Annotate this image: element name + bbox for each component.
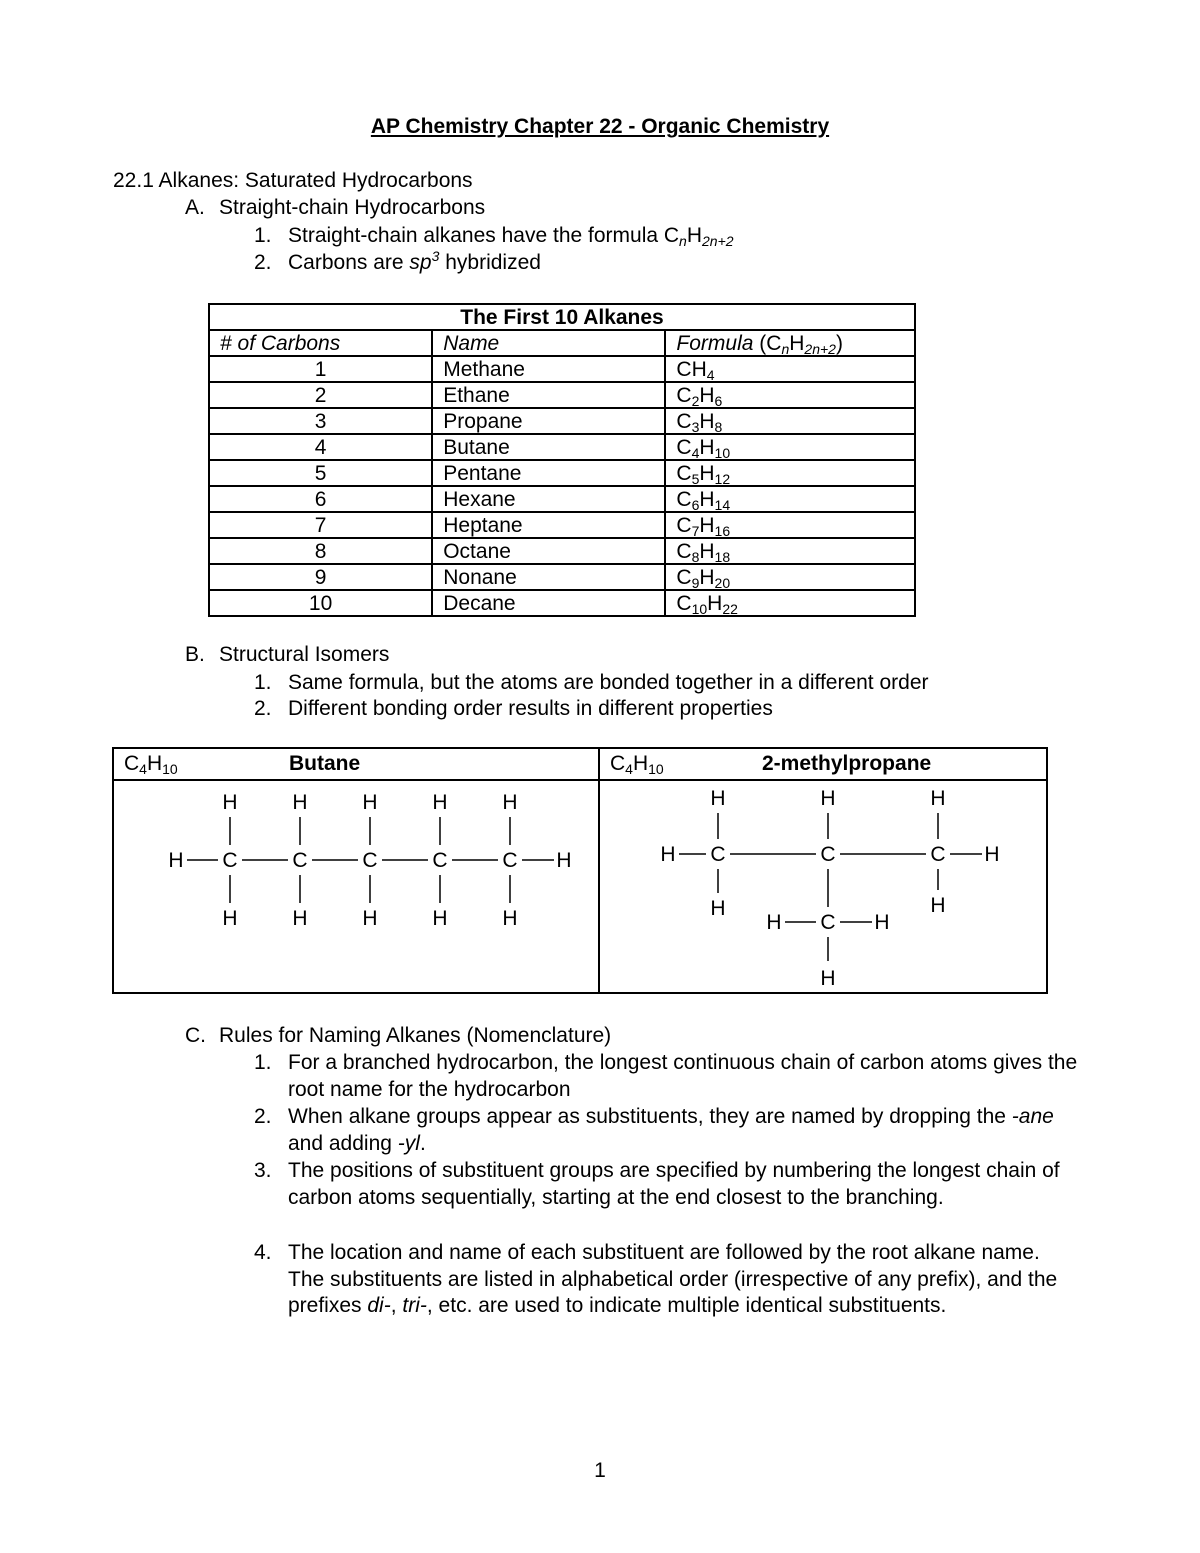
item-number: 1. (254, 671, 272, 694)
part-b-item-1 (254, 670, 929, 696)
cell-name: Heptane (432, 512, 665, 538)
formula-h: H (686, 224, 703, 247)
part-b-title: Structural Isomers (219, 643, 390, 666)
hydrogen-atom: H (984, 843, 1000, 866)
carbon-atom: C (432, 849, 448, 872)
part-c-heading (185, 1023, 611, 1049)
cell-formula: $CH_4$ (665, 356, 915, 382)
formula-subscript: n (781, 340, 790, 357)
hydrogen-atom: H (292, 791, 308, 814)
butane-formula: $C_4H_{10}$ (124, 752, 178, 777)
part-a-letter: A. (185, 196, 205, 219)
carbon-atom: C (292, 849, 308, 872)
part-c-item-3-number: 3. (254, 1159, 272, 1182)
butane-name: Butane (289, 752, 361, 775)
hydrogen-atom: H (222, 791, 238, 814)
part-c-item-1: For a branched hydrocarbon, the longest continuous chain of carbon atoms gives the root name for the hydrocarbon (288, 1051, 1078, 1101)
butane-header (114, 749, 598, 781)
hydrogen-atom: H (222, 907, 238, 930)
hydrogen-atom: H (502, 791, 518, 814)
cell-name: Propane (432, 408, 665, 434)
cell-formula: $C_6H_{14}$ (665, 486, 915, 512)
hydrogen-atom: H (292, 907, 308, 930)
cell-formula: $C_5H_{12}$ (665, 460, 915, 486)
part-c-item-3: The positions of substituent groups are specified by numbering the longest chain of carbon atoms sequentially, starting at the end closest to the branching. (288, 1159, 1060, 1209)
item-text: Straight-chain alkanes have the formula C (288, 224, 680, 247)
item-text: Carbons are (288, 251, 410, 274)
cell-carbons: 9 (209, 564, 432, 590)
hydrogen-atom: H (362, 791, 378, 814)
part-a-heading (185, 195, 485, 221)
cell-formula: $C_3H_8$ (665, 408, 915, 434)
part-c-letter: C. (185, 1024, 206, 1047)
part-c-item-4-number: 4. (254, 1241, 272, 1264)
table-caption: The First 10 Alkanes (209, 304, 915, 330)
part-c-item-2-number: 2. (254, 1105, 272, 1128)
part-c-item-2: When alkane groups appear as substituents, they are named by dropping the -ane and adding -yl. (288, 1105, 1054, 1155)
part-a-item-1 (254, 223, 734, 249)
part-c-item-4: The location and name of each substituent are followed by the root alkane name. The substituents are listed in alphabetical order (irrespective of any prefix), and the prefixes di-, tri-, etc. are used to indicate multiple identical substituents. (288, 1241, 1058, 1317)
carbon-atom: C (222, 849, 238, 872)
butane-structure (114, 781, 598, 991)
cell-carbons: 1 (209, 356, 432, 382)
cell-carbons: 5 (209, 460, 432, 486)
table-row (209, 590, 915, 616)
cell-carbons: 4 (209, 434, 432, 460)
carbon-atom: C (820, 911, 836, 934)
hydrogen-atom: H (362, 907, 378, 930)
cell-name: Decane (432, 590, 665, 616)
methylpropane-header (600, 749, 1046, 781)
formula-subscript: n (679, 233, 687, 249)
cell-formula: $C_7H_{16}$ (665, 512, 915, 538)
cell-formula: $C_9H_{20}$ (665, 564, 915, 590)
hydrogen-atom: H (820, 787, 836, 810)
cell-carbons: 8 (209, 538, 432, 564)
hydrogen-atom: H (820, 967, 836, 990)
formula-open: (C (759, 331, 782, 355)
methylpropane-structure (600, 781, 1046, 991)
hydrogen-atom: H (710, 787, 726, 810)
cell-name: Hexane (432, 486, 665, 512)
formula-close: ) (835, 331, 843, 355)
hydrogen-atom: H (432, 791, 448, 814)
cell-carbons: 3 (209, 408, 432, 434)
cell-name: Butane (432, 434, 665, 460)
methylpropane-box (598, 747, 1048, 994)
carbon-atom: C (362, 849, 378, 872)
table-row (209, 356, 915, 382)
table-row (209, 486, 915, 512)
part-a-title: Straight-chain Hydrocarbons (219, 196, 486, 219)
part-a-item-2 (254, 250, 541, 276)
item-number: 1. (254, 224, 272, 247)
cell-formula: $C_4H_{10}$ (665, 434, 915, 460)
cell-carbons: 2 (209, 382, 432, 408)
formula-subscript: 2n+2 (702, 233, 734, 249)
alkanes-table (208, 303, 916, 617)
formula-label: Formula (676, 331, 754, 355)
item-text: Same formula, but the atoms are bonded together in a different order (288, 671, 929, 694)
table-row (209, 564, 915, 590)
part-b-item-2 (254, 696, 773, 722)
hydrogen-atom: H (766, 911, 782, 934)
superscript: 3 (431, 248, 440, 264)
cell-name: Ethane (432, 382, 665, 408)
hydrogen-atom: H (432, 907, 448, 930)
hydrogen-atom: H (660, 843, 676, 866)
hydrogen-atom: H (168, 849, 184, 872)
page-number: 1 (594, 1459, 606, 1482)
cell-name: Octane (432, 538, 665, 564)
cell-carbons: 7 (209, 512, 432, 538)
carbon-atom: C (820, 843, 836, 866)
part-b-letter: B. (185, 643, 205, 666)
cell-formula: $C_{10}H_{22}$ (665, 590, 915, 616)
part-c-item-1-number: 1. (254, 1051, 272, 1074)
part-c-title: Rules for Naming Alkanes (Nomenclature) (219, 1024, 612, 1047)
column-header-formula (665, 330, 915, 356)
hydrogen-atom: H (874, 911, 890, 934)
table-row (209, 408, 915, 434)
item-text: hybridized (439, 251, 541, 274)
cell-name: Nonane (432, 564, 665, 590)
carbon-atom: C (930, 843, 946, 866)
table-row (209, 538, 915, 564)
methylpropane-formula: $C_4H_{10}$ (610, 752, 664, 777)
carbon-atom: C (710, 843, 726, 866)
formula-h: H (789, 331, 805, 355)
sp-text: sp (409, 251, 432, 274)
column-header-carbons: # of Carbons (209, 330, 432, 356)
carbon-atom: C (502, 849, 518, 872)
table-row (209, 512, 915, 538)
hydrogen-atom: H (930, 894, 946, 917)
part-b-heading (185, 642, 389, 668)
cell-carbons: 10 (209, 590, 432, 616)
item-text: Different bonding order results in different properties (288, 697, 773, 720)
page-title: AP Chemistry Chapter 22 - Organic Chemistry (370, 115, 830, 138)
hydrogen-atom: H (502, 907, 518, 930)
item-number: 2. (254, 697, 272, 720)
table-row (209, 460, 915, 486)
cell-name: Pentane (432, 460, 665, 486)
methylpropane-name: 2-methylpropane (762, 752, 932, 775)
section-heading: 22.1 Alkanes: Saturated Hydrocarbons (113, 169, 473, 192)
cell-formula: $C_2H_6$ (665, 382, 915, 408)
column-header-name: Name (432, 330, 665, 356)
cell-carbons: 6 (209, 486, 432, 512)
hydrogen-atom: H (556, 849, 572, 872)
hydrogen-atom: H (930, 787, 946, 810)
cell-name: Methane (432, 356, 665, 382)
table-row (209, 434, 915, 460)
item-number: 2. (254, 251, 272, 274)
hydrogen-atom: H (710, 897, 726, 920)
formula-subscript: 2n+2 (804, 340, 836, 357)
cell-formula: $C_8H_{18}$ (665, 538, 915, 564)
table-row (209, 382, 915, 408)
butane-box (112, 747, 600, 994)
